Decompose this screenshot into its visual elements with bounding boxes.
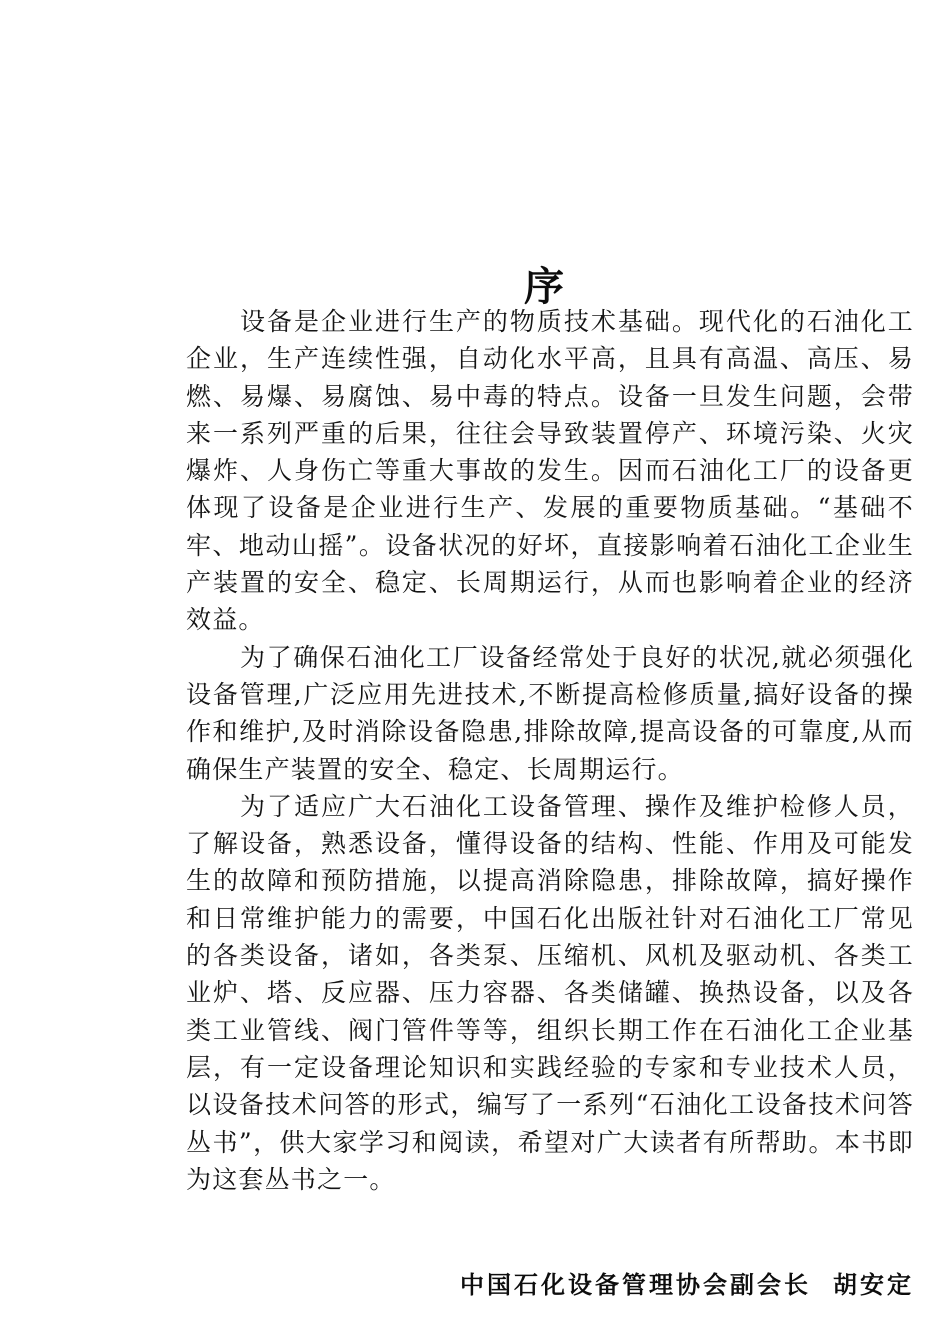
author-signature: [460, 1265, 914, 1300]
page-title: 序: [524, 262, 566, 310]
author-organization: 中国石化设备管理协会副会长: [460, 1270, 811, 1299]
preface-body: [186, 303, 914, 1198]
author-name: 胡安定: [833, 1270, 914, 1299]
paragraph-3: 为了适应广大石油化工设备管理、操作及维护检修人员，了解设备，熟悉设备，懂得设备的结构、性能、作用及可能发生的故障和预防措施，以提高消除隐患，排除故障，搞好操作和日常维护能力的需要，中国石化出版社针对石油化工厂常见的各类设备，诸如，各类泵、压缩机、风机及驱动机、各类工业炉、塔、反应器、压力容器、各类储罐、换热设备，以及各类工业管线、阀门管件等等，组织长期工作在石油化工企业基层，有一定设备理论知识和实践经验的专家和专业技术人员，以设备技术问答的形式，编写了一系列“石油化工设备技术问答丛书”，供大家学习和阅读，希望对广大读者有所帮助。本书即为这套丛书之一。: [186, 791, 914, 1194]
paragraph-2: 为了确保石油化工厂设备经常处于良好的状况,就必须强化设备管理,广泛应用先进技术,不断提高检修质量,搞好设备的操作和维护,及时消除设备隐患,排除故障,提高设备的可靠度,从而确保生产装置的安全、稳定、长周期运行。: [186, 642, 914, 784]
paragraph-1: 设备是企业进行生产的物质技术基础。现代化的石油化工企业，生产连续性强，自动化水平高，且具有高温、高压、易燃、易爆、易腐蚀、易中毒的特点。设备一旦发生问题，会带来一系列严重的后果，往往会导致装置停产、环境污染、火灾爆炸、人身伤亡等重大事故的发生。因而石油化工厂的设备更体现了设备是企业进行生产、发展的重要物质基础。“基础不牢、地动山摇”。设备状况的好坏，直接影响着石油化工企业生产装置的安全、稳定、长周期运行，从而也影响着企业的经济效益。: [186, 307, 914, 635]
